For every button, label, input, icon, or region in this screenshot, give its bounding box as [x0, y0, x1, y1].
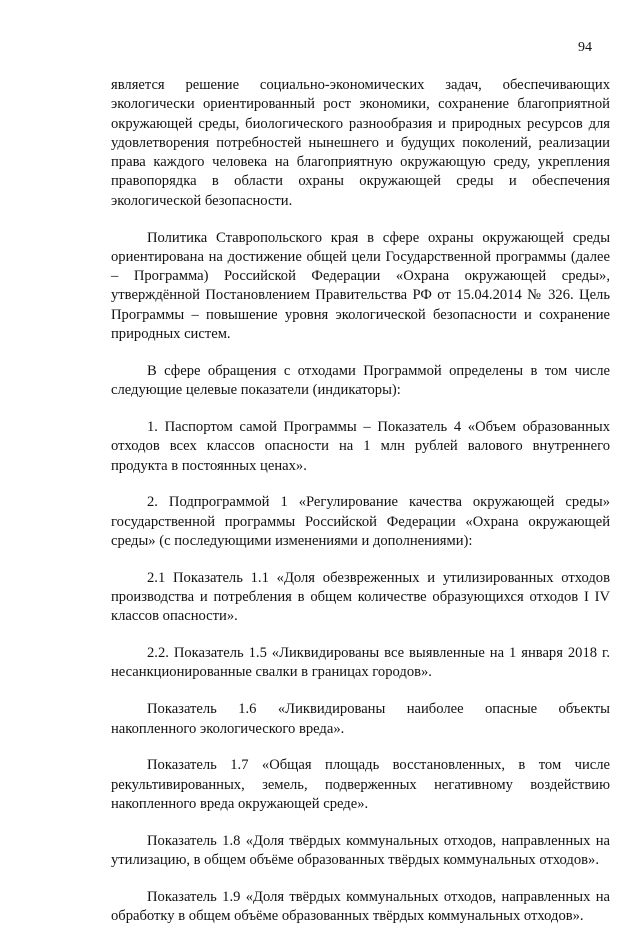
paragraph: Политика Ставропольского края в сфере охраны окружающей среды ориентирована на достижение общей цели Государственной программы (далее – Программа) Российской Федерации «Охрана окружающей среды», утверждённой Постановлением Правительства РФ от 15.04.2014 № 326. Цель Программы – повышение уровня экологической безопасности и сохранение природных систем.: [111, 229, 610, 343]
page-number: 94: [578, 40, 592, 55]
paragraph: В сфере обращения с отходами Программой определены в том числе следующие целевые показатели (индикаторы):: [111, 362, 610, 399]
paragraph: Показатель 1.9 «Доля твёрдых коммунальных отходов, направленных на обработку в общем объёме образованных твёрдых коммунальных отходов».: [111, 888, 610, 925]
paragraph: Показатель 1.8 «Доля твёрдых коммунальных отходов, направленных на утилизацию, в общем объёме образованных твёрдых коммунальных отходов».: [111, 832, 610, 868]
paragraph: 2. Подпрограммой 1 «Регулирование качества окружающей среды» государственной программы Российской Федерации «Охрана окружающей среды» (с последующими изменениями и дополнениями):: [111, 494, 610, 549]
document-body: [111, 76, 610, 944]
paragraph: Показатель 1.6 «Ликвидированы наиболее опасные объекты накопленного экологического вреда».: [111, 701, 610, 737]
paragraph: является решение социально-экономических задач, обеспечивающих экологически ориентированный рост экономики, сохранение благоприятной окружающей среды, биологического разнообразия и природных ресурсов для удовлетворения потребностей нынешнего и будущих поколений, реализации права каждого человека на благоприятную окружающую среду, укрепления правопорядка в области охраны окружающей среды и обеспечения экологической безопасности.: [111, 77, 610, 209]
paragraph: 2.1 Показатель 1.1 «Доля обезвреженных и утилизированных отходов производства и потребления в общем количестве образующихся отходов I IV классов опасности».: [111, 569, 610, 625]
paragraph: Показатель 1.7 «Общая площадь восстановленных, в том числе рекультивированных, земель, подверженных негативному воздействию накопленного вреда окружающей среде».: [111, 757, 610, 812]
paragraph: 1. Паспортом самой Программы – Показатель 4 «Объем образованных отходов всех классов опасности на 1 млн рублей валового внутреннего продукта в постоянных ценах».: [111, 418, 610, 474]
paragraph: 2.2. Показатель 1.5 «Ликвидированы все выявленные на 1 января 2018 г. несанкционированные свалки в границах городов».: [111, 645, 610, 681]
